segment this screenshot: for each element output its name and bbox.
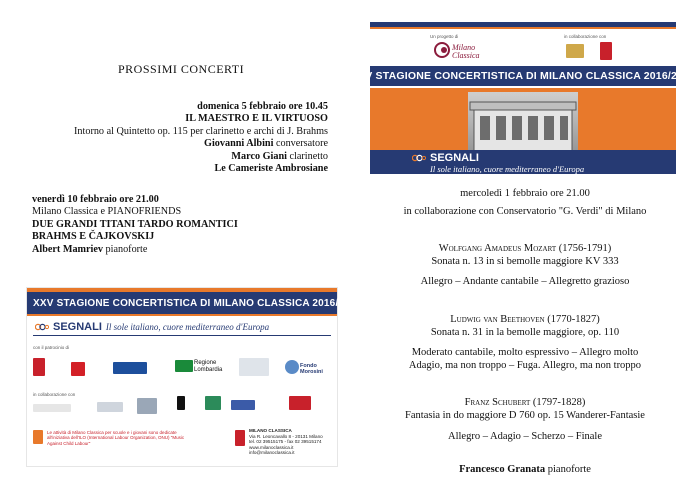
composer-dates: (1770-1827) <box>544 314 600 325</box>
patronage-label: con il patrocinio di <box>33 345 70 350</box>
milano-crest-icon <box>600 42 612 60</box>
partner-logo-icon <box>97 402 123 412</box>
segnali-title: SEGNALI <box>430 152 479 164</box>
concert-2-performer <box>32 244 238 256</box>
collab-label: in collaborazione con <box>33 392 76 397</box>
footer-address: Via R. Leoncavallo 8 - 20131 Milano <box>249 433 323 439</box>
schubert-heading <box>350 397 700 409</box>
concert-2-org: Milano Classica e PIANOFRIENDS <box>32 206 182 218</box>
concert-2 <box>32 194 238 256</box>
partner-logo-icon <box>33 404 71 412</box>
composer-dates: (1756-1791) <box>556 243 612 254</box>
fondo-logo-icon <box>285 360 299 374</box>
ministry-logo-icon <box>113 362 147 374</box>
schubert-movements: Allegro – Adagio – Scherzo – Finale <box>448 431 602 442</box>
beethoven-movements-1: Moderato cantabile, molto espressivo – Allegro molto <box>411 347 639 358</box>
segnali-title: SEGNALI <box>53 321 102 333</box>
milano-crest-icon <box>33 358 45 376</box>
fondo-label: Fondo Morosini <box>300 363 323 375</box>
ilo-note: Le attività di Milano Classica per scuole e i giovani sono dedicate all'iniziativa dell'ILO (International Labour Organization, ONU) "Music Against Child Labour" <box>47 430 185 446</box>
mozart-work: Sonata n. 13 in si bemolle maggiore KV 333 <box>431 256 619 267</box>
ente-logo-icon <box>239 358 269 376</box>
concert-2-date: venerdì 10 febbraio ore 21.00 <box>32 194 159 205</box>
concert-1-performer-1 <box>74 138 328 150</box>
segnali-subtitle: Il sole italiano, cuore mediterraneo d'Europa <box>105 322 270 332</box>
composer-name: Wolfgang Amadeus Mozart <box>438 243 557 254</box>
poster-segnali-row <box>412 152 479 164</box>
season-card <box>26 287 362 467</box>
performer-role: pianoforte <box>545 464 591 475</box>
page-title: PROSSIMI CONCERTI <box>118 62 245 76</box>
performer-name: Giovanni Albini <box>204 138 274 150</box>
collab-label: in collaborazione con <box>564 34 607 39</box>
footer-web: www.milanoclassica.it info@milanoclassica.it <box>249 444 295 456</box>
swirl-icon <box>35 322 49 332</box>
partner-logo-icon <box>205 396 221 410</box>
concert-1-name: IL MAESTRO E IL VIRTUOSO <box>185 113 328 125</box>
beethoven-movements-2: Adagio, ma non troppo – Fuga. Allegro, ma non troppo <box>408 360 642 371</box>
composer-name: Franz Schubert <box>464 397 531 408</box>
divider <box>33 335 331 336</box>
performer-name: Francesco Granata <box>459 464 546 475</box>
concert-2-title-1: DUE GRANDI TITANI TARDO ROMANTICI <box>32 218 238 230</box>
milano-classica-logo: Milano Classica <box>452 43 480 60</box>
performer-name: Marco Giani <box>231 150 287 162</box>
beethoven-work: Sonata n. 31 in la bemolle maggiore, op. 110 <box>430 327 620 338</box>
schubert-work: Fantasia in do maggiore D 760 op. 15 Wanderer-Fantasie <box>405 410 645 421</box>
partner-logo-icon <box>177 396 185 410</box>
segnali-subtitle: Il sole italiano, cuore mediterraneo d'Europa <box>430 164 585 174</box>
conservatorio-logo-icon <box>566 44 584 58</box>
poster <box>350 22 696 174</box>
performer-role: pianoforte <box>103 243 148 255</box>
concert-1-date: domenica 5 febbraio ore 10.45 <box>197 101 328 112</box>
card-header: XXV STAGIONE CONCERTISTICA DI MILANO CLASSICA 2016/2017 <box>27 292 337 314</box>
program-collab: in collaborazione con Conservatorio "G. Verdi" di Milano <box>403 206 647 217</box>
footer-contacts <box>249 428 337 456</box>
right-page <box>350 0 700 495</box>
regione-logo-icon <box>175 360 193 372</box>
mozart-heading <box>350 243 700 255</box>
concert-1-performer-2 <box>74 151 328 163</box>
milano-classica-icon <box>432 40 452 60</box>
poster-header: XXV STAGIONE CONCERTISTICA DI MILANO CLASSICA 2016/2017 <box>370 66 676 86</box>
performer <box>350 464 700 476</box>
ilo-logo-icon <box>33 430 43 444</box>
beethoven-heading <box>350 314 700 326</box>
crest-icon <box>235 430 245 446</box>
segnali-row <box>35 321 269 333</box>
concert-1 <box>74 101 328 175</box>
project-label: Un progetto di <box>430 34 459 39</box>
footer-org: MILANO CLASSICA <box>249 428 292 433</box>
swirl-icon <box>412 153 426 163</box>
partner-logo-icon <box>231 400 255 410</box>
concert-1-ensemble: Le Cameriste Ambrosiane <box>214 163 328 175</box>
mozart-movements: Allegro – Andante cantabile – Allegretto grazioso <box>420 276 630 287</box>
accent-stripe <box>370 27 676 29</box>
accent-line <box>27 314 337 316</box>
partner-logo-icon <box>289 396 311 410</box>
partner-logo-icon <box>137 398 157 414</box>
performer-role: clarinetto <box>286 150 328 162</box>
concert-1-desc: Intorno al Quintetto op. 115 per clarinetto e archi di J. Brahms <box>74 125 328 137</box>
star-logo-icon <box>71 362 85 376</box>
performer-role: conversatore <box>273 138 328 150</box>
performer-name: Albert Mamriev <box>32 243 103 255</box>
regione-label: Regione Lombardia <box>194 360 223 373</box>
footer-phone: tel. 02 39515175 - fax 02 39515174 <box>249 439 322 445</box>
composer-dates: (1797-1828) <box>530 397 586 408</box>
composer-name: Ludwig van Beethoven <box>450 314 545 325</box>
concert-2-title-2: BRAHMS E ČAJKOVSKIJ <box>32 231 155 243</box>
program-date: mercoledì 1 febbraio ore 21.00 <box>460 188 590 199</box>
